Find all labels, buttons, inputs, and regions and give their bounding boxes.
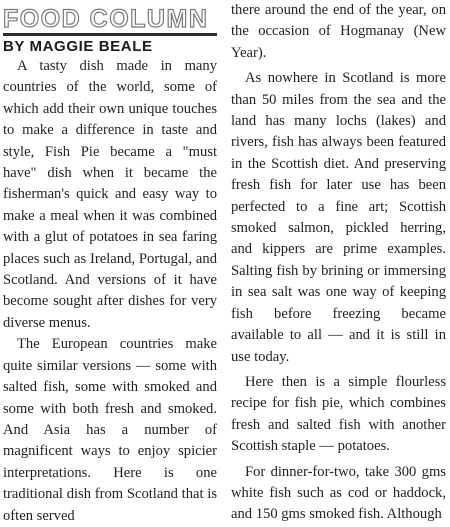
byline: BY MAGGIE BEALE	[3, 38, 153, 55]
column-title: FOOD COLUMN	[3, 5, 209, 33]
article-paragraph: For dinner-for-two, take 300 gms white fish such as cod or haddock, and 150 gms smoked fish. Although	[231, 463, 446, 523]
article-paragraph: Here then is a simple flourless recipe for fish pie, which combines fresh and salted fish with another Scottish staple — potatoes.	[231, 373, 446, 455]
article-paragraph: The European countries make quite similar versions — some with salted fish, some with smoked and some with both fresh and smoked. And Asia has a number of magnificent ways to enjoy spicier interpretations. Here is one traditional dish from Scotland that is often served	[3, 336, 217, 524]
right-column	[231, 0, 446, 526]
left-column	[3, 0, 217, 527]
article-paragraph-continued: there around the end of the year, on the occasion of Hogmanay (New Year).	[231, 2, 446, 61]
title-rule	[3, 33, 217, 36]
article-paragraph: A tasty dish made in many countries of the world, some of which add their own unique touches to make a difference in taste and style, Fish Pie became a "must have" dish when it became the fisherman's quick and easy way to make a meal when it was combined with a glut of potatoes in sea faring places such as Ireland, Portugal, and Scotland. And versions of it have become sought after dishes for very diverse menus.	[3, 58, 217, 331]
column-masthead	[3, 0, 217, 56]
article-paragraph: As nowhere in Scotland is more than 50 miles from the sea and the land has many lochs (lakes) and rivers, fish has always been featured in the Scottish diet. And preserving fresh fish for later use has been perfected to a fine art; Scottish smoked salmon, pickled herring, and kippers are prime examples. Salting fish by brining or immersing in sea salt was one way of keeping fish before freezing became available to all — and it is still in use today.	[231, 70, 446, 365]
